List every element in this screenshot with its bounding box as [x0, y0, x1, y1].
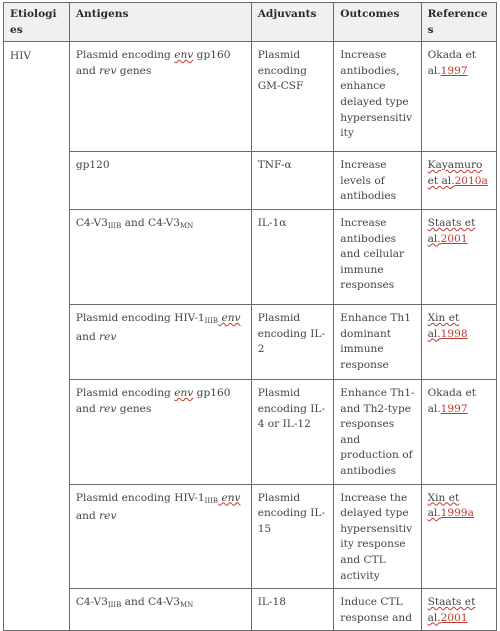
reference-link[interactable]: 2001	[440, 232, 468, 245]
reference-cell: Okada et al.1997	[421, 42, 496, 152]
outcome-cell: Increase antibodies, enhance delayed type hypersensitivity	[334, 42, 421, 152]
reference-link[interactable]: 1998	[440, 327, 468, 340]
adjuvant-cell: Plasmid encoding IL-4 or IL-12	[251, 379, 334, 484]
table-row	[4, 589, 497, 631]
reference-link[interactable]: 1999a	[440, 507, 474, 520]
table-header-row	[4, 3, 497, 42]
header-adjuvants: Adjuvants	[251, 3, 334, 42]
outcome-cell: Enhance Th1 dominant immune response	[334, 304, 421, 379]
reference-link[interactable]: 2010a	[454, 174, 488, 187]
adjuvant-cell: IL-1α	[251, 209, 334, 304]
header-etiologies: Etiologies	[4, 3, 70, 42]
adjuvant-cell: Plasmid encoding IL-15	[251, 484, 334, 589]
header-antigens: Antigens	[69, 3, 251, 42]
antigen-cell: Plasmid encoding env gp160 and rev genes	[69, 42, 251, 152]
antigen-cell: Plasmid encoding env gp160 and rev genes	[69, 379, 251, 484]
reference-cell: Kayamuro et al.2010a	[421, 152, 496, 210]
antigen-cell: gp120	[69, 152, 251, 210]
outcome-cell: Increase the delayed type hypersensitivity response and CTL activity	[334, 484, 421, 589]
adjuvant-cell: IL-18	[251, 589, 334, 631]
reference-cell: Okada et al.1997	[421, 379, 496, 484]
reference-link[interactable]: 2001	[440, 611, 468, 624]
reference-cell: Staats et al.2001	[421, 589, 496, 631]
adjuvant-cell: TNF-α	[251, 152, 334, 210]
table-row	[4, 379, 497, 484]
adjuvant-table-container	[3, 2, 497, 631]
outcome-cell: Increase antibodies and cellular immune responses	[334, 209, 421, 304]
adjuvant-cell: Plasmid encoding GM-CSF	[251, 42, 334, 152]
header-outcomes: Outcomes	[334, 3, 421, 42]
etiology-cell: HIV	[4, 42, 70, 631]
table-row	[4, 152, 497, 210]
antigen-cell: $C4-V3_{IIIB}$ and $C4-V3_{MN}$	[69, 209, 251, 304]
table-row	[4, 209, 497, 304]
antigen-cell: Plasmid encoding HIV-$1_{IIIB}$ env and rev	[69, 484, 251, 589]
adjuvant-table	[3, 2, 497, 631]
adjuvant-cell: Plasmid encoding IL-2	[251, 304, 334, 379]
outcome-cell: Induce CTL response and	[334, 589, 421, 631]
reference-cell: Staats et al.2001	[421, 209, 496, 304]
table-row	[4, 304, 497, 379]
reference-link[interactable]: 1997	[440, 64, 468, 77]
antigen-cell: $C4-V3_{IIIB}$ and $C4-V3_{MN}$	[69, 589, 251, 631]
table-row	[4, 484, 497, 589]
reference-link[interactable]: 1997	[440, 402, 468, 415]
reference-cell: Xin et al.1999a	[421, 484, 496, 589]
header-references: References	[421, 3, 496, 42]
outcome-cell: Enhance Th1- and Th2-type responses and production of antibodies	[334, 379, 421, 484]
reference-cell: Xin et al.1998	[421, 304, 496, 379]
table-row	[4, 42, 497, 152]
outcome-cell: Increase levels of antibodies	[334, 152, 421, 210]
antigen-cell: Plasmid encoding HIV-$1_{IIIB}$ env and rev	[69, 304, 251, 379]
